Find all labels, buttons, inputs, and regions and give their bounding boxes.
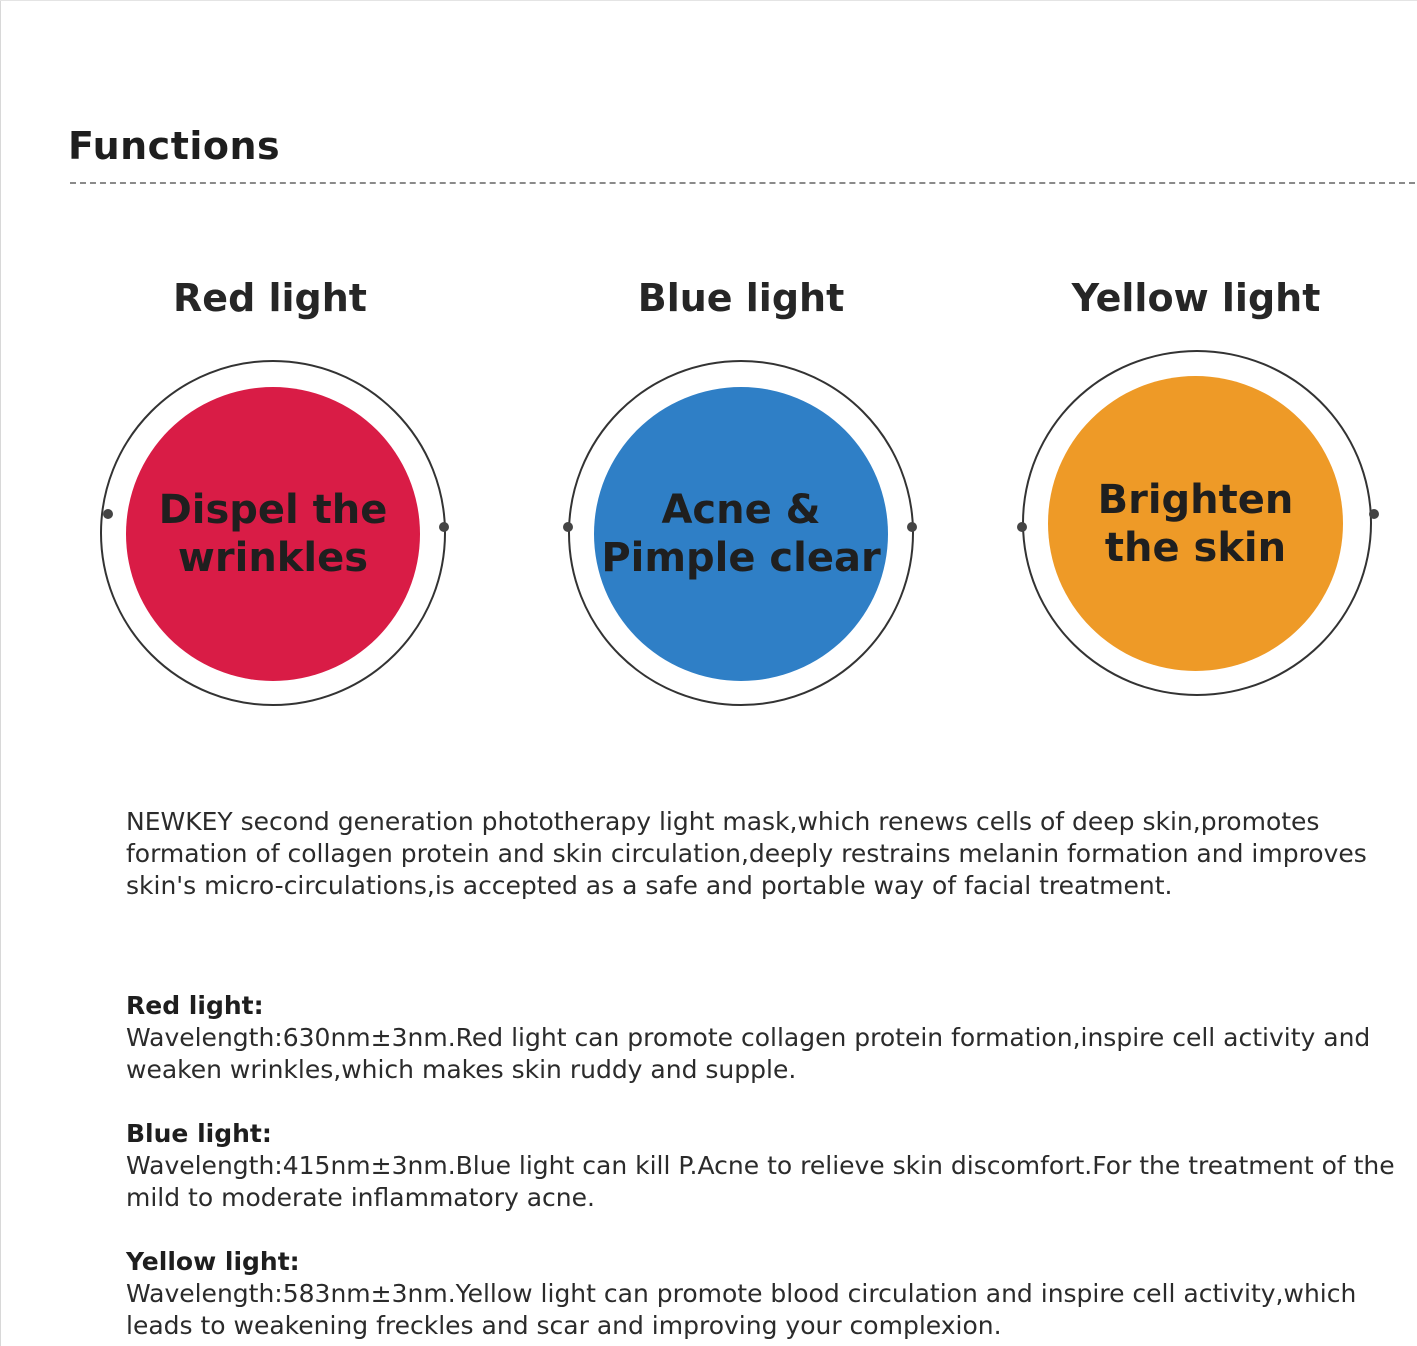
red-light-disc-text: Dispel the wrinkles xyxy=(158,487,388,581)
yellow-light-disc xyxy=(1048,376,1343,671)
dashed-divider xyxy=(70,182,1415,184)
yellow-ring-left-dot xyxy=(1017,522,1027,532)
blue-light-spec-body: Wavelength:415nm±3nm.Blue light can kill P.Acne to relieve skin discomfort.For the treatment of the mild to moderate inflammatory acne. xyxy=(126,1151,1395,1212)
yellow-ring-right-dot xyxy=(1369,509,1379,519)
red-light-spec xyxy=(126,990,1401,1086)
yellow-light-heading: Yellow light xyxy=(1071,276,1321,320)
blue-ring-right-dot xyxy=(907,522,917,532)
yellow-light-spec-title: Yellow light: xyxy=(126,1247,300,1276)
red-ring-left-dot xyxy=(103,509,113,519)
blue-ring-left-dot xyxy=(563,522,573,532)
blue-light-disc-text: Acne & Pimple clear xyxy=(601,487,881,581)
page-border-top xyxy=(0,0,1417,1)
blue-light-heading: Blue light xyxy=(637,276,845,320)
blue-light-spec-title: Blue light: xyxy=(126,1119,272,1148)
blue-light-disc xyxy=(594,387,888,681)
section-title: Functions xyxy=(68,124,281,168)
blue-light-spec xyxy=(126,1118,1401,1214)
red-light-heading: Red light xyxy=(173,276,367,320)
red-light-spec-title: Red light: xyxy=(126,991,264,1020)
red-light-spec-body: Wavelength:630nm±3nm.Red light can promote collagen protein formation,inspire cell activity and weaken wrinkles,which makes skin ruddy and supple. xyxy=(126,1023,1371,1084)
intro-paragraph: NEWKEY second generation phototherapy light mask,which renews cells of deep skin,promotes formation of collagen protein and skin circulation,deeply restrains melanin formation and improves skin's micro-circulations,is accepted as a safe and portable way of facial treatment. xyxy=(126,807,1367,900)
red-ring-right-dot xyxy=(439,522,449,532)
red-light-disc xyxy=(126,387,420,681)
yellow-light-spec-body: Wavelength:583nm±3nm.Yellow light can promote blood circulation and inspire cell activity,which leads to weakening freckles and scar and improving your complexion. xyxy=(126,1279,1357,1340)
yellow-light-disc-text: Brighten the skin xyxy=(1097,476,1294,571)
page-border-left xyxy=(0,0,1,1346)
yellow-light-spec xyxy=(126,1246,1401,1342)
